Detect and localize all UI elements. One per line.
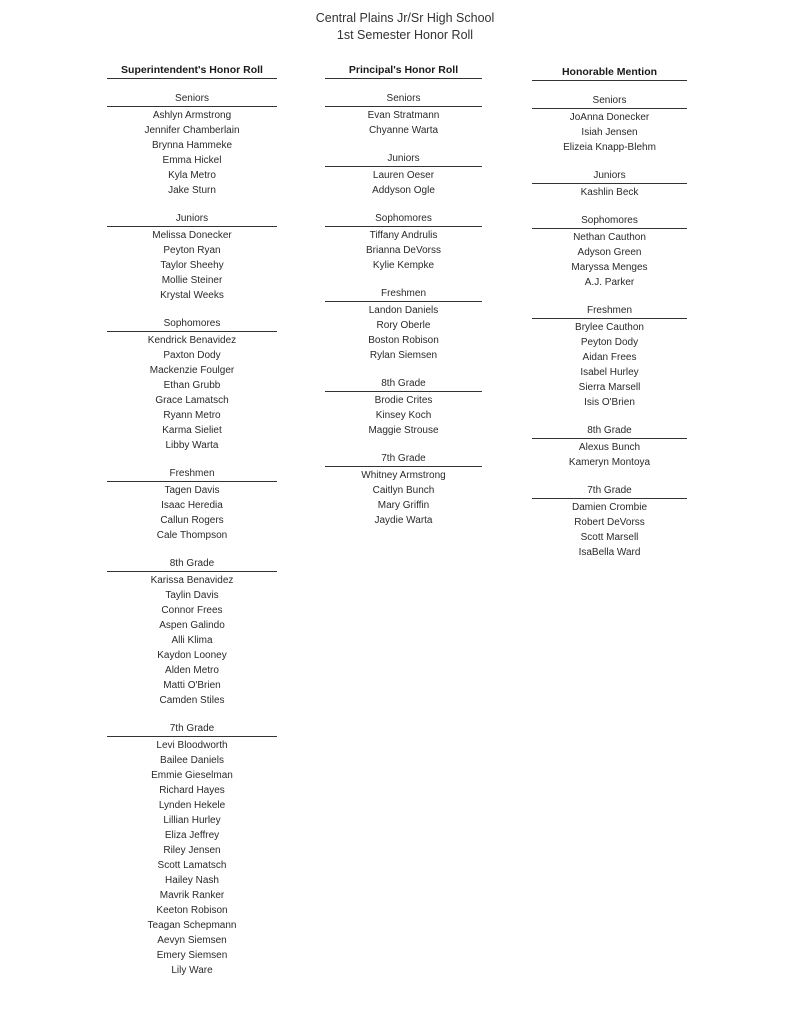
student-name: Whitney Armstrong xyxy=(361,470,446,481)
grade-header: Seniors xyxy=(325,93,482,107)
grade-header: Juniors xyxy=(325,153,482,167)
student-name: Taylor Sheehy xyxy=(160,260,224,271)
student-name: Cale Thompson xyxy=(156,530,228,541)
student-name: JoAnna Donecker xyxy=(569,112,650,123)
student-name: Isabel Hurley xyxy=(580,367,639,378)
student-name: Kaydon Looney xyxy=(157,650,227,661)
grade-header: 8th Grade xyxy=(107,558,277,572)
student-name: Isis O'Brien xyxy=(584,397,635,408)
student-name: Kendrick Benavidez xyxy=(147,335,237,346)
student-name: Aevyn Siemsen xyxy=(157,935,227,946)
student-name: Jake Sturn xyxy=(168,185,216,196)
student-name: Kashlin Beck xyxy=(580,187,639,198)
student-name: Karissa Benavidez xyxy=(150,575,234,586)
grade-group xyxy=(532,425,687,470)
student-name: Richard Hayes xyxy=(159,785,225,796)
student-name: Robert DeVorss xyxy=(574,517,645,528)
student-name: A.J. Parker xyxy=(584,277,635,288)
student-name: Jaydie Warta xyxy=(374,515,433,526)
student-name: Kinsey Koch xyxy=(375,410,432,421)
grade-group xyxy=(532,215,687,290)
student-name: Nethan Cauthon xyxy=(573,232,646,243)
grade-header: Sophomores xyxy=(107,318,277,332)
student-name: Libby Warta xyxy=(165,440,219,451)
student-name: Eliza Jeffrey xyxy=(164,830,220,841)
student-name: Adyson Green xyxy=(577,247,642,258)
grade-header: 8th Grade xyxy=(532,425,687,439)
student-name: Addyson Ogle xyxy=(372,185,435,196)
student-name: Connor Frees xyxy=(161,605,223,616)
grade-group xyxy=(325,288,482,363)
student-name: Brianna DeVorss xyxy=(365,245,442,256)
grade-header: 7th Grade xyxy=(325,453,482,467)
student-name: Brynna Hammeke xyxy=(151,140,233,151)
student-name: Mary Griffin xyxy=(377,500,430,511)
student-name: Camden Stiles xyxy=(159,695,225,706)
student-name: Mackenzie Foulger xyxy=(149,365,235,376)
document-title: 1st Semester Honor Roll xyxy=(336,28,474,42)
student-name: Brodie Crites xyxy=(374,395,433,406)
student-name: Caitlyn Bunch xyxy=(372,485,435,496)
student-name: Teagan Schepmann xyxy=(147,920,237,931)
grade-header: Sophomores xyxy=(325,213,482,227)
student-name: Peyton Dody xyxy=(580,337,639,348)
student-name: Maggie Strouse xyxy=(368,425,439,436)
column-title: Principal's Honor Roll xyxy=(325,64,482,79)
student-name: Isaac Heredia xyxy=(161,500,223,511)
grade-header: Juniors xyxy=(532,170,687,184)
student-name: Krystal Weeks xyxy=(160,290,224,301)
student-name: Sierra Marsell xyxy=(578,382,641,393)
student-name: Melissa Donecker xyxy=(152,230,232,241)
page-header xyxy=(0,10,791,44)
student-name: Aspen Galindo xyxy=(159,620,225,631)
student-name: Levi Bloodworth xyxy=(156,740,228,751)
student-name: Emmie Gieselman xyxy=(151,770,233,781)
student-name: Scott Marsell xyxy=(580,532,639,543)
student-name: Chyanne Warta xyxy=(368,125,439,136)
student-name: Kyla Metro xyxy=(168,170,216,181)
student-name: Riley Jensen xyxy=(163,845,221,856)
student-name: Lauren Oeser xyxy=(372,170,435,181)
student-name: IsaBella Ward xyxy=(578,547,641,558)
superintendents-honor-roll-column xyxy=(107,64,277,993)
student-name: Alden Metro xyxy=(165,665,219,676)
student-name: Ashlyn Armstrong xyxy=(152,110,232,121)
grade-group xyxy=(532,170,687,200)
student-name: Callun Rogers xyxy=(160,515,224,526)
grade-group xyxy=(107,93,277,198)
column-title: Superintendent's Honor Roll xyxy=(107,64,277,79)
student-name: Peyton Ryan xyxy=(163,245,221,256)
student-name: Matti O'Brien xyxy=(163,680,221,691)
honorable-mention-column xyxy=(532,66,687,575)
student-name: Lillian Hurley xyxy=(163,815,221,826)
grade-header: 7th Grade xyxy=(107,723,277,737)
student-name: Emery Siemsen xyxy=(156,950,228,961)
student-name: Karma Sieliet xyxy=(162,425,222,436)
student-name: Emma Hickel xyxy=(162,155,222,166)
column-title: Honorable Mention xyxy=(532,66,687,81)
student-name: Tagen Davis xyxy=(164,485,220,496)
student-name: Hailey Nash xyxy=(165,875,219,886)
student-name: Landon Daniels xyxy=(368,305,439,316)
grade-header: Freshmen xyxy=(325,288,482,302)
grade-group xyxy=(107,213,277,303)
student-name: Lynden Hekele xyxy=(158,800,226,811)
grade-header: Freshmen xyxy=(107,468,277,482)
grade-header: Seniors xyxy=(532,95,687,109)
student-name: Aidan Frees xyxy=(582,352,637,363)
student-name: Alli Klima xyxy=(171,635,213,646)
grade-group xyxy=(325,453,482,528)
grade-group xyxy=(532,95,687,155)
student-name: Kylie Kempke xyxy=(372,260,435,271)
student-name: Damien Crombie xyxy=(571,502,648,513)
grade-group xyxy=(325,378,482,438)
grade-group xyxy=(107,318,277,453)
student-name: Jennifer Chamberlain xyxy=(144,125,240,136)
student-name: Paxton Dody xyxy=(163,350,221,361)
school-name: Central Plains Jr/Sr High School xyxy=(315,11,495,25)
grade-group xyxy=(107,468,277,543)
grade-header: Sophomores xyxy=(532,215,687,229)
student-name: Mollie Steiner xyxy=(161,275,223,286)
grade-group xyxy=(107,723,277,978)
student-name: Evan Stratmann xyxy=(367,110,440,121)
student-name: Keeton Robison xyxy=(156,905,228,916)
student-name: Rory Oberle xyxy=(376,320,431,331)
grade-group xyxy=(325,153,482,198)
student-name: Ryann Metro xyxy=(163,410,221,421)
student-name: Boston Robison xyxy=(368,335,439,346)
student-name: Bailee Daniels xyxy=(160,755,224,766)
student-name: Elizeia Knapp-Blehm xyxy=(563,142,656,153)
student-name: Alexus Bunch xyxy=(578,442,641,453)
student-name: Scott Lamatsch xyxy=(157,860,227,871)
grade-header: Freshmen xyxy=(532,305,687,319)
student-name: Rylan Siemsen xyxy=(369,350,438,361)
student-name: Brylee Cauthon xyxy=(575,322,644,333)
student-name: Ethan Grubb xyxy=(163,380,221,391)
student-name: Kameryn Montoya xyxy=(568,457,651,468)
grade-header: Juniors xyxy=(107,213,277,227)
grade-header: 8th Grade xyxy=(325,378,482,392)
grade-group xyxy=(107,558,277,708)
student-name: Isiah Jensen xyxy=(581,127,638,138)
grade-group xyxy=(325,213,482,273)
student-name: Mavrik Ranker xyxy=(159,890,225,901)
student-name: Lily Ware xyxy=(171,965,213,976)
student-name: Taylin Davis xyxy=(165,590,219,601)
grade-header: 7th Grade xyxy=(532,485,687,499)
student-name: Grace Lamatsch xyxy=(155,395,229,406)
student-name: Maryssa Menges xyxy=(571,262,648,273)
grade-group xyxy=(532,485,687,560)
grade-header: Seniors xyxy=(107,93,277,107)
student-name: Tiffany Andrulis xyxy=(369,230,438,241)
grade-group xyxy=(532,305,687,410)
principals-honor-roll-column xyxy=(325,64,482,543)
grade-group xyxy=(325,93,482,138)
